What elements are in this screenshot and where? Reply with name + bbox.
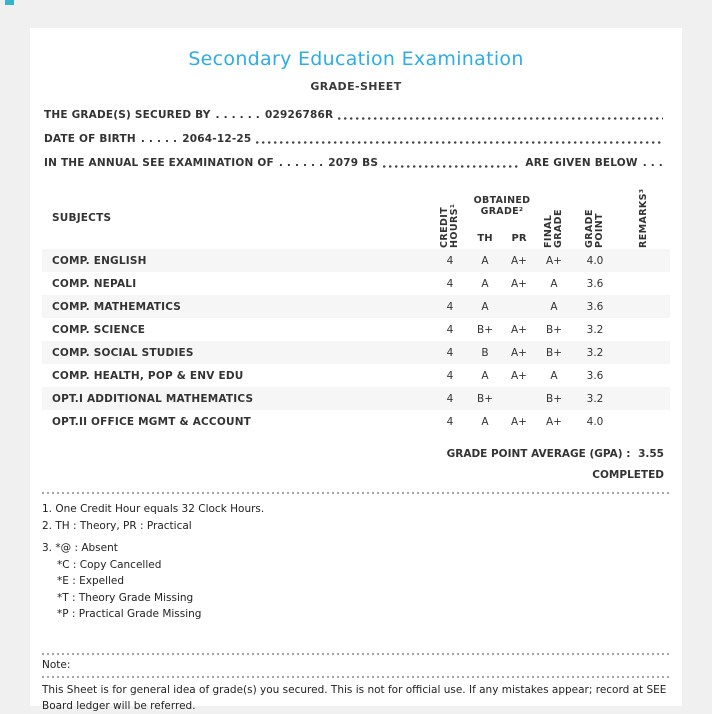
footnote-line: *C : Copy Cancelled — [57, 558, 162, 571]
info-label: THE GRADE(S) SECURED BY — [44, 109, 211, 121]
dot-leader: . . . . . . — [215, 109, 260, 121]
col-header-credit-hours — [432, 187, 468, 249]
grade-point-label: GRADE POINT — [584, 209, 605, 248]
th-grade-cell: B+ — [476, 392, 493, 405]
final-grade-cell: A — [550, 277, 558, 290]
symbol-number-value: 02926786R — [264, 109, 334, 121]
dot-leader: . . . . . . — [278, 157, 324, 169]
grade-sheet-heading: GRADE-SHEET — [310, 80, 402, 93]
obtained-grade-label: OBTAINED GRADE² — [473, 195, 531, 217]
pr-grade-cell: A+ — [511, 323, 527, 336]
candidate-info — [42, 103, 670, 175]
grade-point-cell: 4.0 — [586, 415, 604, 428]
col-header-pr: PR — [511, 233, 527, 244]
col-header-remarks — [618, 187, 670, 249]
footnotes — [42, 501, 670, 623]
footnote-line: 3. *@ : Absent — [42, 542, 118, 554]
gpa-line — [42, 448, 670, 460]
pr-grade-cell: A+ — [511, 346, 527, 359]
subject-cell: COMP. MATHEMATICS — [52, 300, 182, 313]
final-grade-cell: A+ — [546, 254, 562, 267]
col-header-obtained-grade — [468, 187, 536, 249]
th-grade-cell: A — [481, 254, 489, 267]
credit-cell: 4 — [446, 369, 454, 382]
exam-year-value: 2079 BS — [328, 157, 379, 169]
final-grade-cell: A — [550, 300, 558, 313]
info-line-secured-by — [42, 103, 670, 127]
final-grade-cell: A — [550, 369, 558, 382]
completion-status: COMPLETED — [592, 469, 664, 481]
grade-point-cell: 3.6 — [586, 277, 604, 290]
pr-grade-cell: A+ — [511, 254, 527, 267]
col-header-final-grade — [536, 187, 572, 249]
table-row — [42, 272, 670, 295]
table-row — [42, 410, 670, 433]
col-header-subjects — [42, 187, 432, 249]
col-header-th: TH — [477, 233, 493, 244]
credit-cell: 4 — [446, 254, 454, 267]
gpa-label: GRADE POINT AVERAGE (GPA) : — [446, 448, 631, 460]
col-header-grade-point — [572, 187, 618, 249]
credit-cell: 4 — [446, 300, 454, 313]
footnote-line: *E : Expelled — [57, 575, 125, 587]
grade-sheet-card — [30, 28, 682, 712]
dot-leader-fill — [338, 112, 663, 122]
grades-table — [42, 187, 670, 433]
pr-grade-cell: A+ — [511, 369, 527, 382]
footnote-line: 1. One Credit Hour equals 32 Clock Hours. — [42, 503, 265, 515]
note-block — [42, 653, 670, 714]
footnote-line: 2. TH : Theory, PR : Practical — [42, 519, 192, 532]
pr-grade-cell: A+ — [511, 277, 527, 290]
dotted-separator — [42, 653, 670, 655]
th-grade-cell: B+ — [476, 323, 493, 336]
table-row — [42, 364, 670, 387]
corner-accent — [5, 0, 14, 5]
table-row — [42, 295, 670, 318]
dotted-separator — [42, 492, 670, 494]
dot-leader-fill — [383, 160, 520, 170]
final-grade-cell: B+ — [545, 346, 562, 359]
note-label: Note: — [42, 658, 71, 671]
credit-cell: 4 — [446, 323, 454, 336]
obtained-grade-subcolumns — [468, 233, 536, 244]
info-line-date-of-birth — [42, 127, 670, 151]
final-grade-label: FINAL GRADE — [543, 209, 564, 248]
final-grade-cell: B+ — [545, 392, 562, 405]
table-row — [42, 318, 670, 341]
th-grade-cell: A — [481, 277, 489, 290]
credit-cell: 4 — [446, 346, 454, 359]
subject-cell: COMP. SCIENCE — [52, 323, 146, 336]
remarks-label: REMARKS³ — [638, 188, 649, 248]
grade-point-cell: 3.2 — [586, 392, 604, 405]
dotted-separator — [42, 676, 670, 678]
table-body — [42, 249, 670, 433]
table-row — [42, 249, 670, 272]
footnote-line: *P : Practical Grade Missing — [57, 608, 202, 620]
subject-cell: COMP. SOCIAL STUDIES — [52, 346, 194, 359]
th-grade-cell: A — [481, 369, 489, 382]
date-of-birth-value: 2064-12-25 — [182, 133, 252, 145]
final-grade-cell: A+ — [546, 415, 562, 428]
subject-cell: COMP. ENGLISH — [52, 254, 147, 267]
grade-point-cell: 3.2 — [586, 346, 604, 359]
gpa-value: 3.55 — [638, 448, 664, 460]
final-grade-cell: B+ — [545, 323, 562, 336]
grade-point-cell: 3.6 — [586, 369, 604, 382]
info-label: IN THE ANNUAL SEE EXAMINATION OF — [44, 157, 274, 169]
subject-cell: OPT.I ADDITIONAL MATHEMATICS — [52, 392, 254, 405]
th-grade-cell: A — [481, 415, 489, 428]
info-suffix: ARE GIVEN BELOW — [525, 157, 638, 169]
info-label: DATE OF BIRTH — [44, 133, 136, 145]
th-grade-cell: B — [481, 346, 489, 359]
note-text: This Sheet is for general idea of grade(s) you secured. This is not for official use. If any mistakes appear; record at SEE Board ledger will be referred. — [42, 683, 667, 712]
credit-cell: 4 — [446, 415, 454, 428]
subject-cell: COMP. NEPALI — [52, 277, 137, 290]
grade-point-cell: 3.6 — [586, 300, 604, 313]
subject-cell: COMP. HEALTH, POP & ENV EDU — [52, 369, 244, 382]
grade-point-cell: 3.2 — [586, 323, 604, 336]
subjects-header-label: SUBJECTS — [52, 212, 112, 224]
th-grade-cell: A — [481, 300, 489, 313]
dot-leader: . . . . . — [140, 133, 178, 145]
subject-cell: OPT.II OFFICE MGMT & ACCOUNT — [52, 415, 252, 428]
info-line-exam-year — [42, 151, 670, 175]
credit-hours-label: CREDIT HOURS¹ — [439, 203, 460, 248]
table-row — [42, 387, 670, 410]
credit-cell: 4 — [446, 277, 454, 290]
credit-cell: 4 — [446, 392, 454, 405]
page-title: Secondary Education Examination — [188, 48, 524, 70]
dot-leader: . . . — [642, 157, 663, 169]
table-row — [42, 341, 670, 364]
pr-grade-cell: A+ — [511, 415, 527, 428]
footnote-line: *T : Theory Grade Missing — [57, 591, 194, 604]
dot-leader-fill — [256, 136, 663, 146]
grade-point-cell: 4.0 — [586, 254, 604, 267]
table-header — [42, 187, 670, 249]
